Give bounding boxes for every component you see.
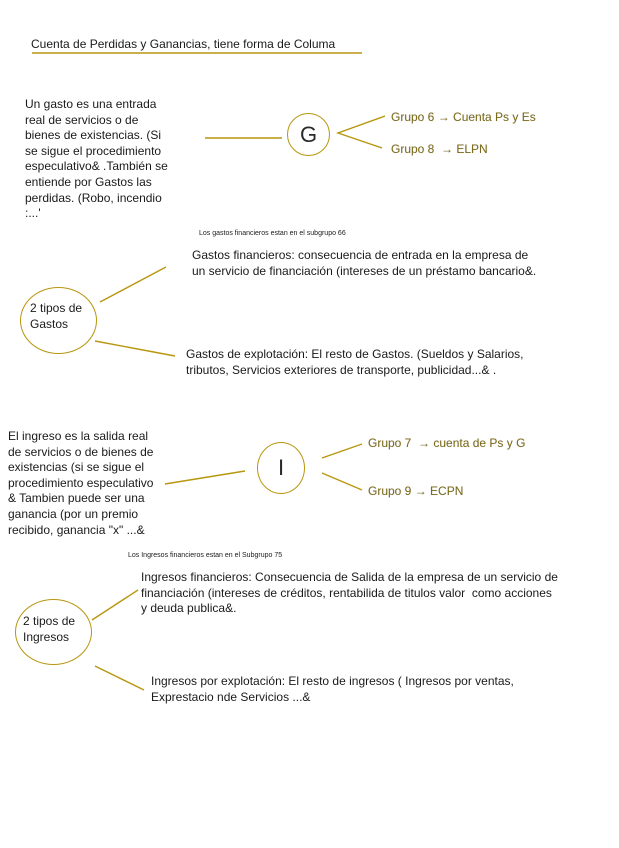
gastos-subgrupo-note: Los gastos financieros estan en el subgrupo 66: [199, 230, 346, 237]
tipos-gastos-label: 2 tipos de Gastos: [30, 301, 83, 331]
connector-g-to-grupos: [338, 116, 385, 148]
tipos-ingresos-label: 2 tipos de Ingresos: [23, 614, 76, 644]
ingresos-subgrupo-note: Los Ingresos financieros estan en el Subgrupo 75: [128, 552, 283, 559]
grupo-6-label: Grupo 6 → Cuenta Ps y Es: [391, 110, 536, 124]
ingresos-explotacion-text: Ingresos por explotación: El resto de ingresos ( Ingresos por ventas, Exprestacio nde Servicios ...&: [151, 674, 514, 704]
page-title: Cuenta de Perdidas y Ganancias, tiene forma de Columa: [31, 37, 336, 51]
connector-tipos-ingresos-financieros: [92, 590, 138, 620]
connector-i-to-grupo7: [322, 444, 362, 458]
connector-tipos-gastos-financieros: [100, 267, 166, 302]
gastos-explotacion-text: Gastos de explotación: El resto de Gastos. (Sueldos y Salarios, tributos, Servicios exteriores de transporte, publicidad...& .: [186, 347, 524, 377]
ingreso-definition: El ingreso es la salida real de servicios o de bienes de existencias (si se sigue el procedimiento especulativo & Tambien puede ser una ganancia (por un premio recibido, ganancia "x" ...&: [8, 429, 154, 537]
connector-tipos-ingresos-explotacion: [95, 666, 144, 690]
grupo-7-label: Grupo 7 → cuenta de Ps y G: [368, 436, 526, 450]
ingresos-financieros-text: Ingresos financieros: Consecuencia de Salida de la empresa de un servicio de financiación (intereses de créditos, rentabilida de titulos valor como acciones y deuda publica&.: [141, 570, 558, 616]
gasto-definition: Un gasto es una entrada real de servicios o de bienes de existencias. (Si se sigue el procedimiento especulativo& .También se entiende por Gastos las perdidas. (Robo, incendio :...': [25, 97, 168, 221]
gastos-financieros-text: Gastos financieros: consecuencia de entrada en la empresa de un servicio de financiación (intereses de un préstamo bancario&.: [192, 248, 537, 278]
g-circle-letter: G: [299, 121, 318, 147]
connector-i-to-grupo9: [322, 473, 362, 490]
grupo-9-label: Grupo 9 → ECPN: [368, 484, 464, 498]
grupo-8-label: Grupo 8 → ELPN: [391, 142, 488, 156]
i-circle-letter: I: [277, 455, 285, 480]
connector-tipos-gastos-explotacion: [95, 341, 175, 356]
